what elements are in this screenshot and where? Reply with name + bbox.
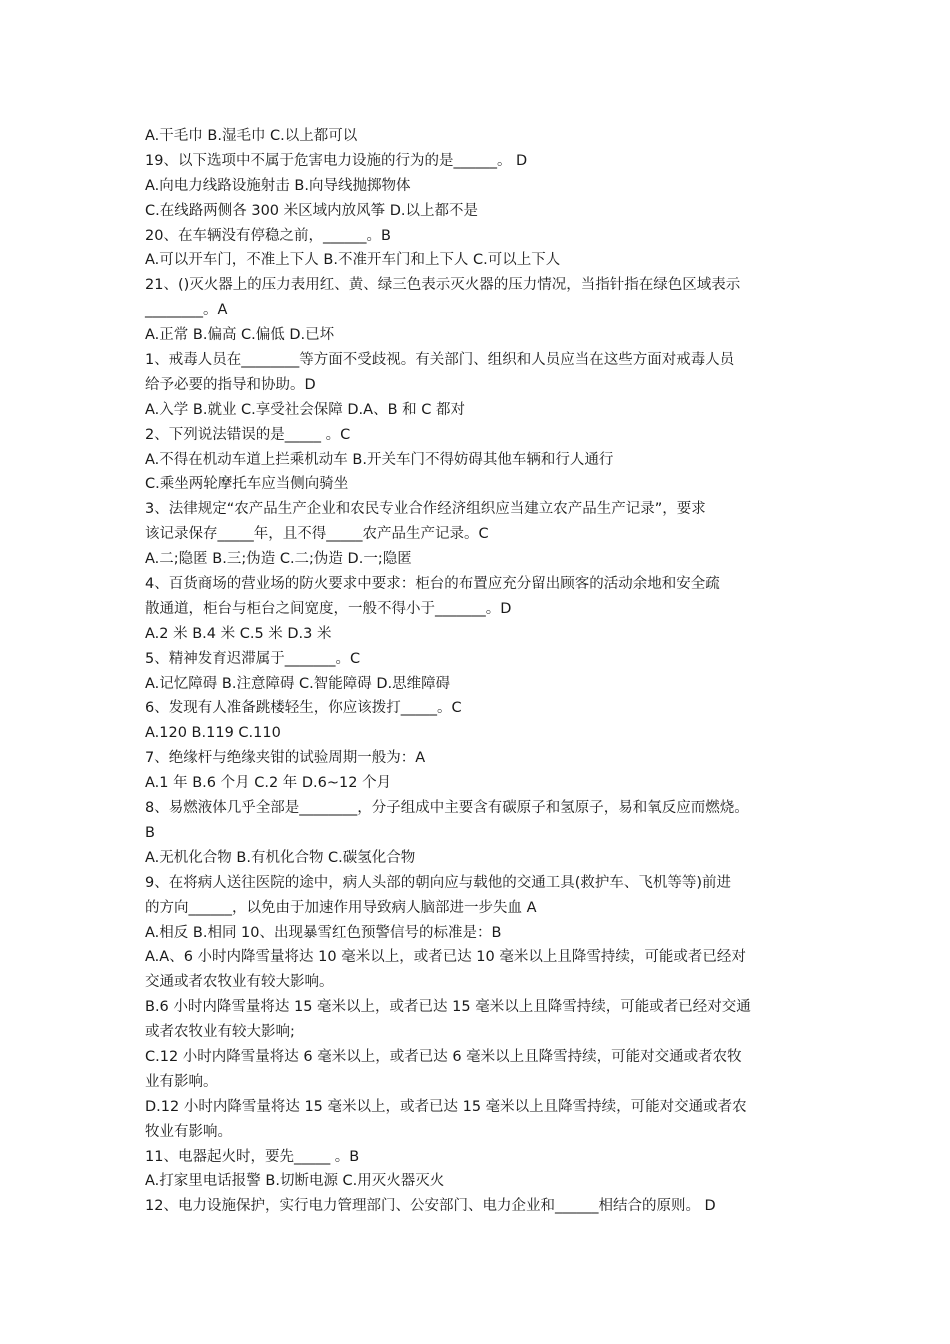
text-line: 业有影响。 (145, 1073, 218, 1090)
text-line: 20、在车辆没有停稳之前，______。B (145, 227, 391, 244)
text-line: A.相反 B.相同 10、出现暴雪红色预警信号的标准是：B (145, 924, 502, 941)
text-line: D.12 小时内降雪量将达 15 毫米以上，或者已达 15 毫米以上且降雪持续，可能对交通或者农 (145, 1098, 747, 1115)
text-line: A.不得在机动车道上拦乘机动车 B.开关车门不得妨碍其他车辆和行人通行 (145, 451, 614, 468)
text-line: C.12 小时内降雪量将达 6 毫米以上，或者已达 6 毫米以上且降雪持续，可能对交通或者农牧 (145, 1048, 742, 1065)
text-line: A.可以开车门，不准上下人 B.不准开车门和上下人 C.可以上下人 (145, 252, 561, 269)
text-line: 给予必要的指导和协助。D (145, 376, 316, 393)
text-line: 8、易燃液体几乎全部是________，分子组成中主要含有碳原子和氢原子，易和氧反应而燃烧。 (145, 800, 749, 817)
text-line: 5、精神发育迟滞属于_______。C (145, 650, 361, 667)
text-line: A.正常 B.偏高 C.偏低 D.已坏 (145, 327, 335, 344)
text-line: 7、绝缘杆与绝缘夹钳的试验周期一般为：A (145, 750, 426, 767)
text-line: A.记忆障碍 B.注意障碍 C.智能障碍 D.思维障碍 (145, 675, 451, 692)
text-line: A.2 米 B.4 米 C.5 米 D.3 米 (145, 625, 332, 642)
text-line: A.打家里电话报警 B.切断电源 C.用灭火器灭火 (145, 1173, 445, 1190)
text-line: A.向电力线路设施射击 B.向导线抛掷物体 (145, 177, 411, 194)
text-line: B.6 小时内降雪量将达 15 毫米以上，或者已达 15 毫米以上且降雪持续，可能或者已经对交通 (145, 999, 751, 1016)
text-line: A.120 B.119 C.110 (145, 725, 281, 742)
text-line: 或者农牧业有较大影响; (145, 1024, 295, 1041)
text-line: ________。A (145, 302, 228, 319)
text-line: 牧业有影响。 (145, 1123, 232, 1140)
text-line: A.干毛巾 B.湿毛巾 C.以上都可以 (145, 128, 358, 144)
text-line: 该记录保存_____年，且不得_____农产品生产记录。C (145, 526, 489, 543)
text-line: 1、戒毒人员在________等方面不受歧视。有关部门、组织和人员应当在这些方面对戒毒人员 (145, 352, 735, 369)
text-line: 21、()灭火器上的压力表用红、黄、绿三色表示灭火器的压力情况，当指针指在绿色区域表示 (145, 277, 741, 294)
text-line: C.乘坐两轮摩托车应当侧向骑坐 (145, 476, 349, 493)
text-line: 6、发现有人准备跳楼轻生，你应该拨打_____。C (145, 700, 462, 717)
text-line: 3、法律规定“农产品生产企业和农民专业合作经济组织应当建立农产品生产记录”，要求 (145, 501, 706, 518)
text-line: 12、电力设施保护，实行电力管理部门、公安部门、电力企业和______相结合的原则。 D (145, 1198, 716, 1215)
text-line: 11、电器起火时，要先_____ 。B (145, 1148, 360, 1165)
text-line: 2、下列说法错误的是_____ 。C (145, 426, 351, 443)
text-line: A.二;隐匿 B.三;伪造 C.二;伪造 D.一;隐匿 (145, 551, 412, 568)
text-line: 4、百货商场的营业场的防火要求中要求：柜台的布置应充分留出顾客的活动余地和安全疏 (145, 576, 720, 593)
text-line: A.入学 B.就业 C.享受社会保障 D.A、B 和 C 都对 (145, 401, 465, 418)
text-line: 散通道，柜台与柜台之间宽度，一般不得小于_______。D (145, 600, 512, 617)
text-line: 的方向______，以免由于加速作用导致病人脑部进一步失血 A (145, 899, 537, 916)
text-line: A.1 年 B.6 个月 C.2 年 D.6~12 个月 (145, 775, 392, 792)
text-line: C.在线路两侧各 300 米区域内放风筝 D.以上都不是 (145, 202, 479, 219)
text-line: 交通或者农牧业有较大影响。 (145, 974, 334, 991)
text-line: A.A、6 小时内降雪量将达 10 毫米以上，或者已达 10 毫米以上且降雪持续，可能或者已经对 (145, 949, 746, 966)
document-body (145, 124, 835, 1219)
text-line: 9、在将病人送往医院的途中，病人头部的朝向应与载他的交通工具(救护车、飞机等等)前进 (145, 874, 732, 891)
text-line: 19、以下选项中不属于危害电力设施的行为的是______。 D (145, 152, 528, 169)
text-line: A.无机化合物 B.有机化合物 C.碳氢化合物 (145, 849, 416, 866)
text-line: B (145, 824, 155, 841)
